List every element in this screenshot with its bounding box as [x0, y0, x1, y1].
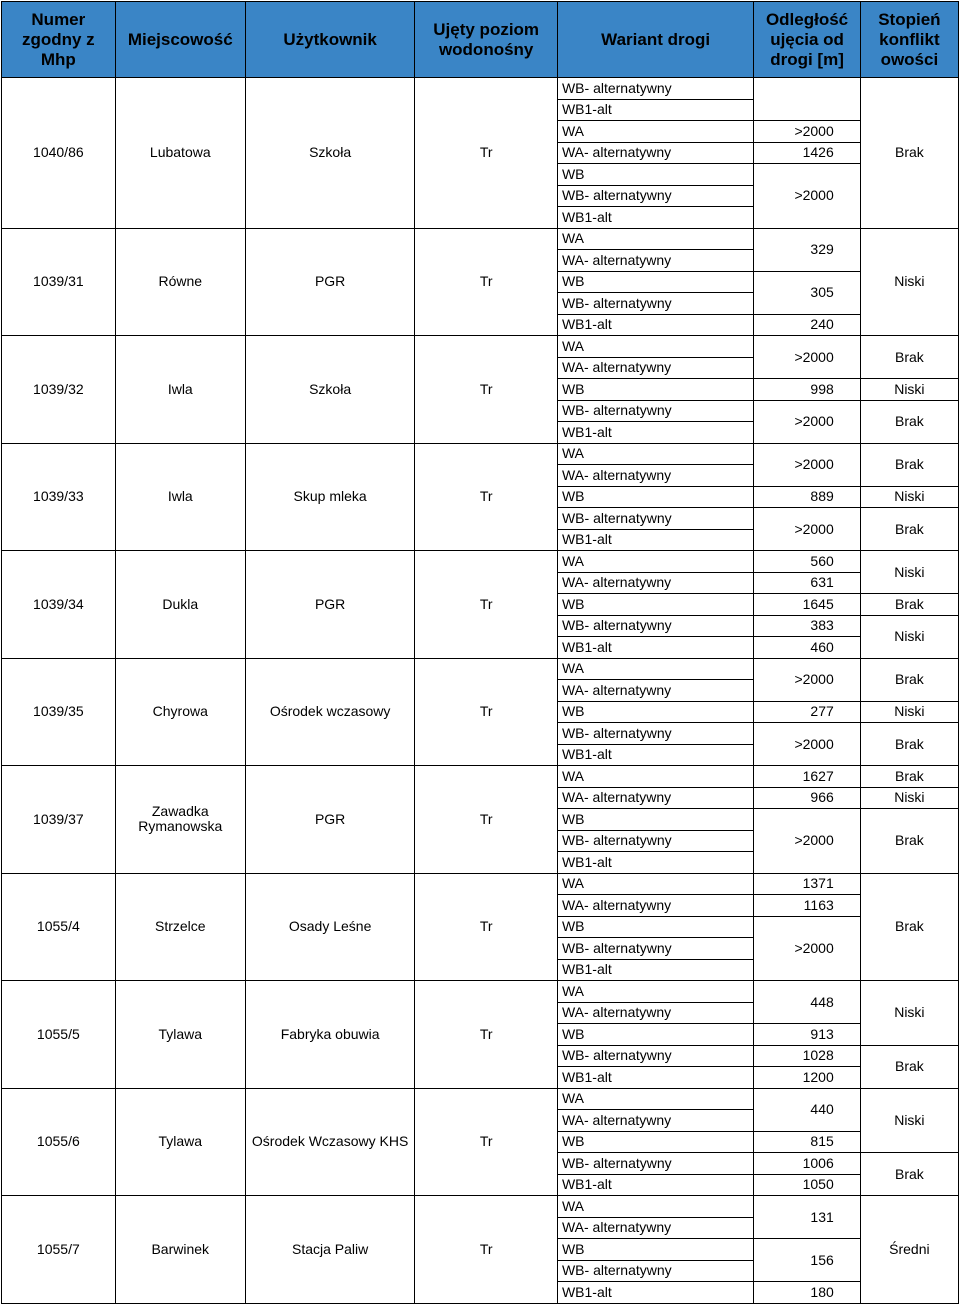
cell-number: 1039/35: [2, 658, 116, 766]
cell-variant: WB: [557, 379, 753, 401]
cell-locality: Strzelce: [115, 873, 245, 981]
cell-variant: WB: [557, 916, 753, 938]
cell-aquifer: Tr: [415, 873, 558, 981]
cell-variant: WB- alternatywny: [557, 1260, 753, 1282]
cell-variant: WB: [557, 1024, 753, 1046]
cell-distance: >2000: [754, 723, 860, 766]
cell-distance: 383: [754, 615, 860, 637]
cell-conflict: Brak: [860, 658, 958, 701]
cell-number: 1039/37: [2, 766, 116, 874]
cell-number: 1040/86: [2, 78, 116, 229]
cell-variant: WB- alternatywny: [557, 400, 753, 422]
cell-conflict: Brak: [860, 508, 958, 551]
cell-variant: WB- alternatywny: [557, 723, 753, 745]
cell-variant: WB- alternatywny: [557, 185, 753, 207]
cell-conflict: Niski: [860, 1088, 958, 1153]
cell-distance: 1627: [754, 766, 860, 788]
cell-locality: Barwinek: [115, 1196, 245, 1304]
cell-variant: WA- alternatywny: [557, 465, 753, 487]
cell-distance: 305: [754, 271, 860, 314]
cell-number: 1039/33: [2, 443, 116, 551]
cell-variant: WB: [557, 594, 753, 616]
cell-distance: 440: [754, 1088, 860, 1131]
cell-variant: WB: [557, 271, 753, 293]
cell-user: Stacja Paliw: [245, 1196, 414, 1304]
cell-distance: >2000: [754, 336, 860, 379]
cell-variant: WB1-alt: [557, 852, 753, 874]
cell-locality: Chyrowa: [115, 658, 245, 766]
cell-variant: WB- alternatywny: [557, 830, 753, 852]
table-row: [2, 228, 959, 250]
cell-distance: 329: [754, 228, 860, 271]
cell-conflict: Średni: [860, 1196, 958, 1304]
cell-distance: 1200: [754, 1067, 860, 1089]
cell-user: Ośrodek Wczasowy KHS: [245, 1088, 414, 1196]
cell-conflict: Brak: [860, 336, 958, 379]
cell-distance: 1645: [754, 594, 860, 616]
cell-locality: Lubatowa: [115, 78, 245, 229]
table-row: [2, 981, 959, 1003]
cell-variant: WA: [557, 551, 753, 573]
cell-distance: 1050: [754, 1174, 860, 1196]
cell-conflict: Brak: [860, 1153, 958, 1196]
cell-user: Skup mleka: [245, 443, 414, 551]
cell-distance: 131: [754, 1196, 860, 1239]
cell-number: 1055/5: [2, 981, 116, 1089]
cell-locality: Iwla: [115, 443, 245, 551]
cell-variant: WA- alternatywny: [557, 572, 753, 594]
cell-user: Szkoła: [245, 78, 414, 229]
cell-variant: WA- alternatywny: [557, 680, 753, 702]
cell-variant: WB- alternatywny: [557, 78, 753, 100]
cell-locality: Iwla: [115, 336, 245, 444]
table-row: [2, 1196, 959, 1218]
cell-locality: Zawadka Rymanowska: [115, 766, 245, 874]
cell-variant: WA: [557, 443, 753, 465]
cell-user: PGR: [245, 766, 414, 874]
cell-distance: 966: [754, 787, 860, 809]
cell-locality: Tylawa: [115, 981, 245, 1089]
cell-variant: WA- alternatywny: [557, 250, 753, 272]
cell-variant: WB- alternatywny: [557, 1153, 753, 1175]
cell-variant: WB1-alt: [557, 207, 753, 229]
cell-distance: >2000: [754, 443, 860, 486]
cell-conflict: Niski: [860, 228, 958, 336]
cell-variant: WB: [557, 1131, 753, 1153]
cell-variant: WB1-alt: [557, 99, 753, 121]
cell-conflict: Niski: [860, 615, 958, 658]
cell-variant: WB1-alt: [557, 529, 753, 551]
cell-conflict: Brak: [860, 723, 958, 766]
cell-conflict: Niski: [860, 379, 958, 401]
cell-distance: >2000: [754, 809, 860, 874]
cell-variant: WA- alternatywny: [557, 1217, 753, 1239]
cell-variant: WB1-alt: [557, 422, 753, 444]
cell-distance: 277: [754, 701, 860, 723]
cell-variant: WB1-alt: [557, 314, 753, 336]
cell-number: 1039/34: [2, 551, 116, 659]
cell-variant: WB1-alt: [557, 637, 753, 659]
cell-variant: WA: [557, 1088, 753, 1110]
cell-number: 1055/4: [2, 873, 116, 981]
cell-distance: 448: [754, 981, 860, 1024]
table-row: [2, 551, 959, 573]
cell-aquifer: Tr: [415, 228, 558, 336]
cell-conflict: Brak: [860, 443, 958, 486]
cell-variant: WB: [557, 1239, 753, 1261]
cell-distance: 460: [754, 637, 860, 659]
cell-number: 1055/7: [2, 1196, 116, 1304]
cell-distance: 1371: [754, 873, 860, 895]
header-variant: Wariant drogi: [557, 2, 753, 78]
cell-variant: WB- alternatywny: [557, 1045, 753, 1067]
cell-conflict: Brak: [860, 766, 958, 788]
cell-variant: WB: [557, 809, 753, 831]
cell-locality: Równe: [115, 228, 245, 336]
cell-variant: WB- alternatywny: [557, 293, 753, 315]
header-aquifer: Ujęty poziom wodonośny: [415, 2, 558, 78]
cell-number: 1039/31: [2, 228, 116, 336]
cell-conflict: Niski: [860, 787, 958, 809]
table-row: [2, 1088, 959, 1110]
header-number: Numer zgodny z Mhp: [2, 2, 116, 78]
cell-distance: >2000: [754, 658, 860, 701]
cell-variant: WA- alternatywny: [557, 1002, 753, 1024]
cell-distance: 1028: [754, 1045, 860, 1067]
cell-distance: >2000: [754, 916, 860, 981]
table-row: [2, 658, 959, 680]
cell-distance: 560: [754, 551, 860, 573]
cell-distance: 156: [754, 1239, 860, 1282]
header-conflict: Stopień konflikt owości: [860, 2, 958, 78]
cell-aquifer: Tr: [415, 981, 558, 1089]
cell-user: Osady Leśne: [245, 873, 414, 981]
header-row: [2, 2, 959, 78]
cell-user: Fabryka obuwia: [245, 981, 414, 1089]
cell-aquifer: Tr: [415, 658, 558, 766]
table-row: [2, 766, 959, 788]
cell-conflict: Brak: [860, 873, 958, 981]
cell-variant: WB- alternatywny: [557, 615, 753, 637]
cell-variant: WA: [557, 336, 753, 358]
cell-distance: 180: [754, 1282, 860, 1304]
cell-conflict: Brak: [860, 78, 958, 229]
cell-variant: WB1-alt: [557, 744, 753, 766]
cell-variant: WA- alternatywny: [557, 357, 753, 379]
cell-distance: 815: [754, 1131, 860, 1153]
cell-variant: WA: [557, 981, 753, 1003]
cell-variant: WA: [557, 873, 753, 895]
cell-variant: WB: [557, 164, 753, 186]
table-row: [2, 443, 959, 465]
cell-aquifer: Tr: [415, 1196, 558, 1304]
cell-conflict: Brak: [860, 400, 958, 443]
cell-distance: >2000: [754, 121, 860, 143]
cell-aquifer: Tr: [415, 336, 558, 444]
cell-variant: WA: [557, 228, 753, 250]
header-locality: Miejscowość: [115, 2, 245, 78]
cell-distance: 913: [754, 1024, 860, 1046]
cell-user: PGR: [245, 228, 414, 336]
cell-conflict: Brak: [860, 809, 958, 874]
cell-aquifer: Tr: [415, 1088, 558, 1196]
cell-distance: 240: [754, 314, 860, 336]
cell-variant: WB1-alt: [557, 1282, 753, 1304]
cell-distance: 1006: [754, 1153, 860, 1175]
cell-conflict: Niski: [860, 486, 958, 508]
cell-locality: Tylawa: [115, 1088, 245, 1196]
cell-distance: 631: [754, 572, 860, 594]
header-distance: Odległość ujęcia od drogi [m]: [754, 2, 860, 78]
cell-conflict: Brak: [860, 1045, 958, 1088]
cell-distance: >2000: [754, 400, 860, 443]
cell-variant: WB: [557, 486, 753, 508]
cell-variant: WB- alternatywny: [557, 938, 753, 960]
cell-variant: WA- alternatywny: [557, 1110, 753, 1132]
cell-variant: WA: [557, 766, 753, 788]
cell-user: Szkoła: [245, 336, 414, 444]
cell-variant: WA- alternatywny: [557, 142, 753, 164]
cell-variant: WB1-alt: [557, 959, 753, 981]
cell-distance: >2000: [754, 508, 860, 551]
cell-conflict: Niski: [860, 981, 958, 1046]
cell-distance: >2000: [754, 164, 860, 229]
cell-variant: WA- alternatywny: [557, 895, 753, 917]
table-row: [2, 336, 959, 358]
cell-distance: 889: [754, 486, 860, 508]
cell-distance: 1163: [754, 895, 860, 917]
cell-locality: Dukla: [115, 551, 245, 659]
cell-variant: WA: [557, 121, 753, 143]
cell-distance: 1426: [754, 142, 860, 164]
cell-number: 1039/32: [2, 336, 116, 444]
table-row: [2, 78, 959, 100]
cell-variant: WA- alternatywny: [557, 787, 753, 809]
cell-distance: [754, 78, 860, 121]
cell-variant: WB1-alt: [557, 1067, 753, 1089]
cell-variant: WA: [557, 1196, 753, 1218]
cell-user: Ośrodek wczasowy: [245, 658, 414, 766]
cell-variant: WB1-alt: [557, 1174, 753, 1196]
cell-aquifer: Tr: [415, 78, 558, 229]
cell-number: 1055/6: [2, 1088, 116, 1196]
cell-user: PGR: [245, 551, 414, 659]
cell-variant: WA: [557, 658, 753, 680]
conflict-table: [1, 1, 959, 1304]
cell-conflict: Brak: [860, 594, 958, 616]
cell-aquifer: Tr: [415, 766, 558, 874]
table-row: [2, 873, 959, 895]
cell-conflict: Niski: [860, 701, 958, 723]
cell-conflict: Niski: [860, 551, 958, 594]
cell-aquifer: Tr: [415, 443, 558, 551]
cell-distance: 998: [754, 379, 860, 401]
cell-variant: WB: [557, 701, 753, 723]
header-user: Użytkownik: [245, 2, 414, 78]
cell-variant: WB- alternatywny: [557, 508, 753, 530]
cell-aquifer: Tr: [415, 551, 558, 659]
